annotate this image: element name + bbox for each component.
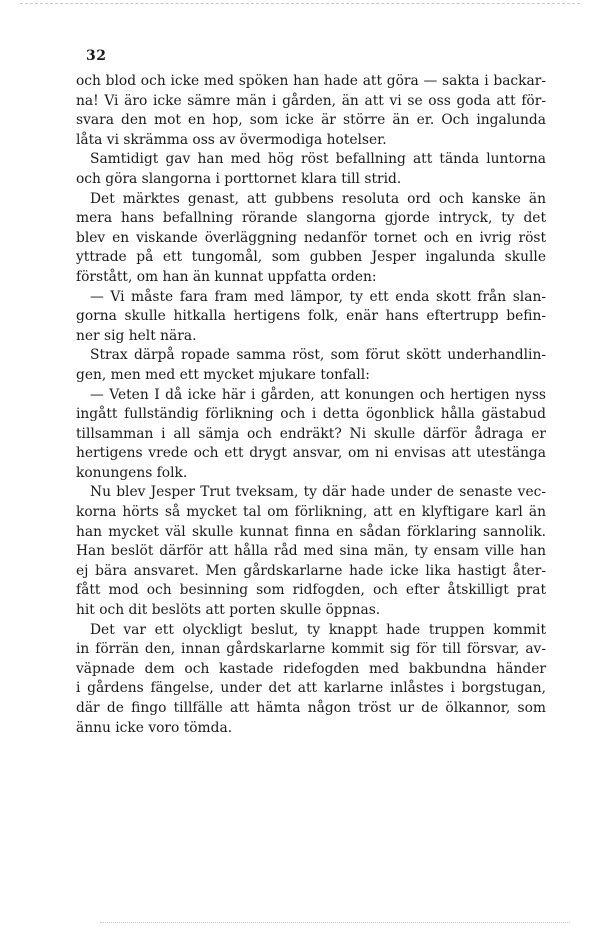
text-line: ännu icke voro tömda. [76,719,233,736]
text-line: i gårdens fängelse, under det att karlarne inlåstes i borgstugan, [76,680,546,697]
text-line: gorna skulle hitkalla hertigens folk, enär hans eftertrupp befin- [76,308,546,325]
text-line: na! Vi äro icke sämre män i gården, än att vi se oss goda att för- [76,92,546,109]
text-line: mera hans befallning rörande slangorna gjorde intryck, ty det [76,210,546,227]
text-line: ingått fullständig förlikning och i detta ögonblick hålla gästabud [76,406,546,423]
text-line: tillsamman i all sämja och endräkt? Ni skulle därför ådraga er [76,425,546,442]
text-line: Samtidigt gav han med hög röst befallning att tända luntorna [90,151,546,168]
text-line: — Vi måste fara fram med lämpor, ty ett enda skott från slan- [90,288,546,305]
text-line: konungens folk. [76,464,188,481]
text-line: ej bära ansvaret. Men gårdskarlarne hade icke lika hastigt åter- [76,562,546,579]
text-line: svara den mot en hop, som icke är större än er. Och ingalunda [76,112,546,129]
text-line: Han beslöt därför att hålla råd med sina män, ty ensam ville han [76,543,546,560]
text-line: fått mod och besinning som ridfogden, och efter åtskilligt prat [76,582,546,599]
body-text [76,72,546,738]
bottom-scan-edge [100,922,570,923]
text-line: Det var ett olyckligt beslut, ty knappt hade truppen kommit [90,621,546,638]
text-line: in förrän den, innan gårdskarlarne kommit sig för till försvar, av- [76,641,546,658]
page-number: 32 [86,48,107,64]
text-line: han mycket väl skulle kunnat finna en sådan förklaring sannolik. [76,523,546,540]
text-line: gen, men med ett mycket mjukare tonfall: [76,366,370,383]
text-line: och göra slangorna i porttornet klara till strid. [76,170,402,187]
text-line: väpnade dem och kastade ridefogden med bakbundna händer [76,660,546,677]
text-line: korna hörts så mycket tal om förlikning, att en klyftigare karl än [76,504,546,521]
text-line: förstått, om han än kunnat uppfatta orden: [76,268,377,285]
text-line: Strax därpå ropade samma röst, som förut skött underhandlin- [90,347,546,364]
text-line: hit och dit beslöts att porten skulle öppnas. [76,602,381,619]
text-line: yttrade på ett tungomål, som gubben Jesper ingalunda skulle [76,249,546,266]
text-line: där de fingo tillfälle att hämta någon tröst ur de ölkannor, som [76,700,546,716]
text-line: Det märktes genast, att gubbens resoluta ord och kanske än [90,190,546,207]
text-line: ner sig helt nära. [76,327,197,344]
top-scan-edge [20,3,580,4]
text-line: Nu blev Jesper Trut tveksam, ty där hade under de senaste vec- [90,484,546,501]
text-line: — Veten I då icke här i gården, att konungen och hertigen nyss [90,386,546,403]
text-line: låta vi skrämma oss av övermodiga hotelser. [76,131,387,148]
text-line: hertigens vrede och ett drygt ansvar, om ni envisas att utestänga [76,445,546,462]
text-line: och blod och icke med spöken han hade att göra — sakta i backar- [76,73,546,89]
text-line: blev en viskande överläggning nedanför tornet och en ivrig röst [76,229,546,246]
